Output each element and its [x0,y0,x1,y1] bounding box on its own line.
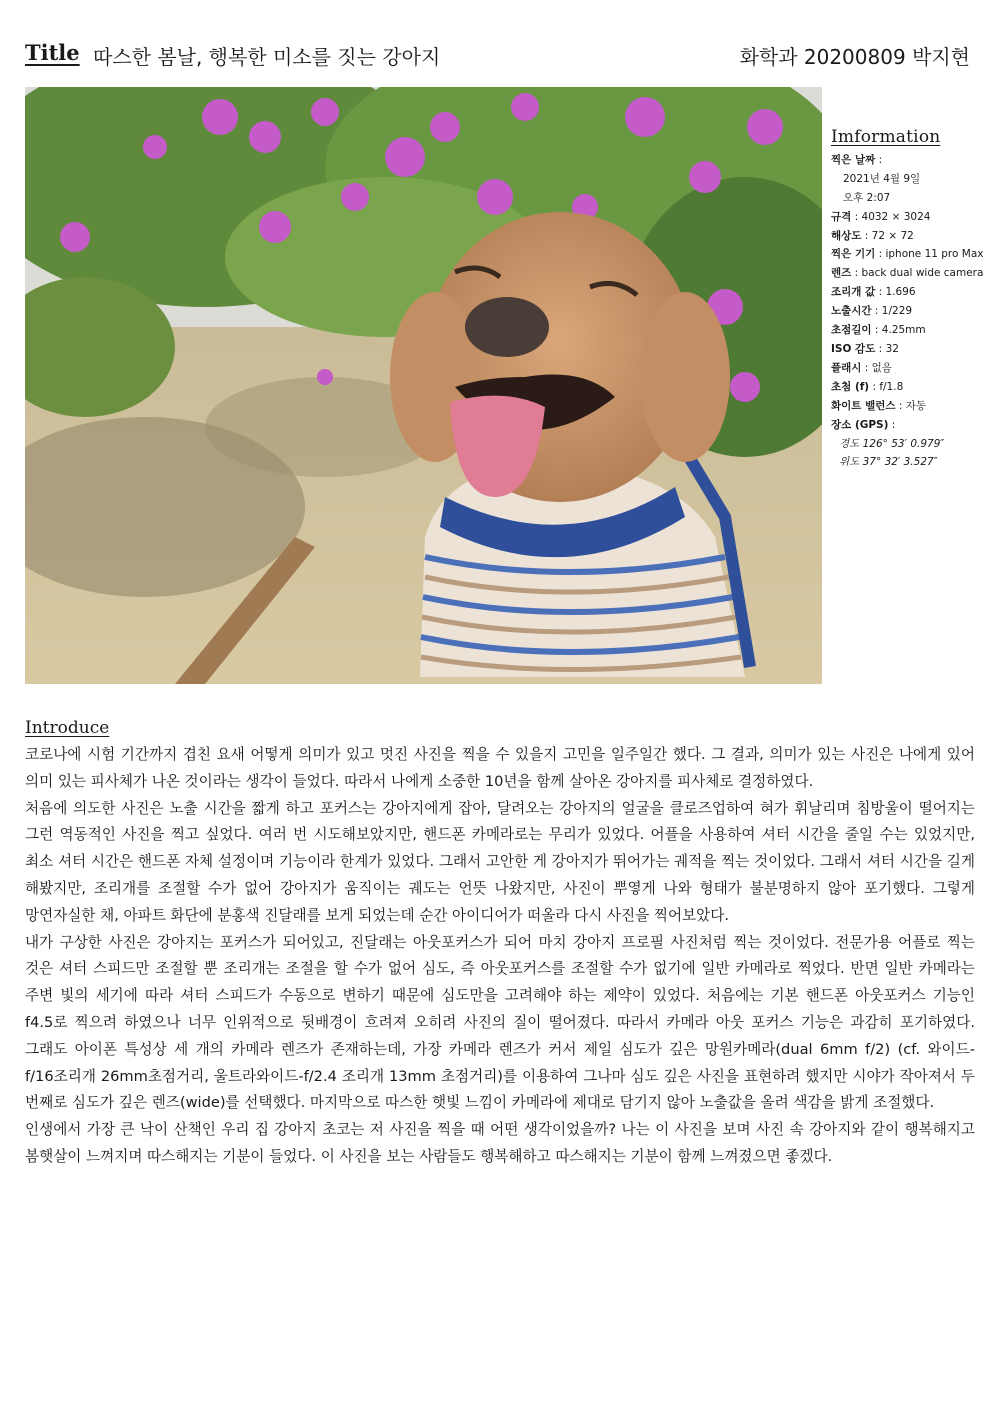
info-label: 초첨 (f) [831,380,870,393]
info-row-device [831,245,991,264]
info-value: 1.696 [885,286,916,299]
info-row-aperture [831,283,991,302]
info-sep: : [875,342,886,355]
dog-photo-illustration [25,87,822,684]
info-gps-longitude: 경도 126° 53′ 0.979″ [839,437,945,450]
info-label: 플래시 [831,361,862,374]
info-row-date [831,151,991,170]
info-label: 노출시간 [831,305,872,318]
info-row-iso [831,340,991,359]
info-sep: : [895,399,906,412]
intro-paragraph: 내가 구상한 사진은 강아지는 포커스가 되어있고, 진달래는 아웃포커스가 되어 마치 강아지 프로필 사진처럼 찍는 것이었다. 전문가용 어플로 찍는 것은 셔터 스피드만 조절할 뿐 조리개는 조절을 할 수가 없어 심도, 즉 아웃포커스를 조절할 수가 없기에 일반 카메라로 찍었다. 반면 일반 카메라는 주변 빛의 세기에 따라 셔터 스피드가 수동으로 변하기 때문에 심도만을 고려해야 하는 제약이 있었다. 처음에는 기본 핸드폰 아웃포커스 기능인 f4.5로 찍으려 하였으나 너무 인위적으로 뒷배경이 흐려져 오히려 사진의 질이 떨어졌다. 따라서 카메라 아웃 포커스 기능은 과감히 포기하였다. 그래도 아이폰 특성상 세 개의 카메라 렌즈가 존재하는데, 가장 카메라 렌즈가 커서 제일 심도가 깊은 망원카메라(dual 6mm f/2) (cf. 와이드-f/16조리개 26mm초점거리, 울트라와이드-f/2.4 조리개 13mm 초점거리)를 이용하여 그나마 심도 깊은 사진을 표현하려 했지만 시야가 작아져서 두 번째로 심도가 깊은 렌즈(wide)를 선택했다. 마지막으로 따스한 햇빛 느낌이 카메라에 제대로 담기지 않아 노출값을 올려 색감을 밝게 조절했다. [25,933,976,1112]
info-row-time-value [831,189,991,208]
info-label: 조리개 값 [831,286,876,299]
info-value: 2021년 4월 9일 [843,172,921,185]
info-heading: Imformation [831,127,941,147]
header [25,38,970,72]
info-label: 렌즈 [831,267,852,280]
info-value: 72 × 72 [871,229,914,242]
info-row-white-balance [831,397,991,416]
info-sep: : [875,248,886,261]
intro-paragraph: 인생에서 가장 큰 낙이 산책인 우리 집 강아지 초코는 저 사진을 찍을 때 어떤 생각이었을까? 나는 이 사진을 보며 사진 속 강아지와 같이 행복해지고 봄햇살이 느껴지며 따스해지는 기분이 들었다. 이 사진을 보는 사람들도 행복해하고 따스해지는 기분이 함께 느껴졌으면 좋겠다. [25,1121,975,1165]
info-label: 장소 (GPS) [831,418,889,431]
info-sep: : [875,153,883,166]
author-line: 화학과 20200809 박지현 [739,45,970,69]
info-value: 없음 [871,361,892,374]
intro-paragraph: 처음에 의도한 사진은 노출 시간을 짧게 하고 포커스는 강아지에게 잡아, 달려오는 강아지의 얼굴을 클로즈업하여 혀가 휘날리며 침방울이 떨어지는 그런 역동적인 사진을 찍고 싶었다. 여러 번 시도해보았지만, 핸드폰 카메라로는 무리가 있었다. 어플을 사용하여 셔터 시간을 줄일 수는 있었지만, 최소 셔터 시간은 핸드폰 자체 설정이며 기능이라 한계가 있었다. 그래서 고안한 게 강아지가 뛰어가는 궤적을 찍는 것이었다. 그래서 셔터 시간을 길게 해봤지만, 조리개를 조절할 수가 없어 강아지가 움직이는 궤도는 언뜻 나왔지만, 사진이 뿌옇게 나와 형태가 불분명하지 않아 포기했다. 그렇게 망연자실한 채, 아파트 화단에 분홍색 진달래를 보게 되었는데 순간 아이디어가 떠올라 다시 사진을 찍어보았다. [25,799,975,924]
info-row-gps [831,416,991,435]
info-row-lens [831,264,991,283]
info-row-fstop [831,378,991,397]
info-sep: : [861,361,872,374]
info-value: 자동 [905,399,927,412]
info-sidebar [831,128,991,472]
info-label: 찍은 기기 [831,248,876,261]
info-row-resolution [831,227,991,246]
info-sep: : [851,210,862,223]
info-value: back dual wide camera [861,267,984,280]
info-value: f/1.8 [879,380,904,393]
dog-photo [25,87,822,684]
info-row-exposure [831,302,991,321]
info-value: 4032 × 3024 [861,210,931,223]
info-row-date-value [831,170,991,189]
info-row-size [831,208,991,227]
info-label: 초점길이 [831,324,872,337]
info-value: 오후 2:07 [843,191,891,204]
info-label: 찍은 날짜 [831,153,876,166]
info-gps-latitude: 위도 37° 32′ 3.527″ [839,456,938,469]
info-sep: : [871,305,882,318]
info-sep: : [869,380,880,393]
info-value: 32 [885,342,899,355]
intro-heading: Introduce [25,718,110,738]
info-label: 화이트 밸런스 [831,399,896,412]
info-label: 해상도 [831,229,862,242]
info-sep: : [888,418,896,431]
info-value: iphone 11 pro Max [885,248,984,261]
info-value: 1/229 [881,305,913,318]
info-sep: : [875,286,886,299]
info-value: 4.25mm [881,324,926,337]
info-label: ISO 감도 [831,342,876,355]
info-sep: : [851,267,862,280]
info-sep: : [861,229,872,242]
info-row-flash [831,359,991,378]
intro-body [25,742,975,1171]
page-title: 따스한 봄날, 행복한 미소를 짓는 강아지 [93,45,441,69]
intro-paragraph: 코로나에 시험 기간까지 겹친 요새 어떻게 의미가 있고 멋진 사진을 찍을 수 있을지 고민을 일주일간 했다. 그 결과, 의미가 있는 사진은 나에게 있어 의미 있는 피사체가 나온 것이라는 생각이 들었다. 따라서 나에게 소중한 10년을 함께 살아온 강아지를 피사체로 결정하였다. [25,746,975,790]
title-label: Title [25,40,80,65]
info-row-focal-length [831,321,991,340]
info-sep: : [871,324,882,337]
info-label: 규격 [831,210,852,223]
